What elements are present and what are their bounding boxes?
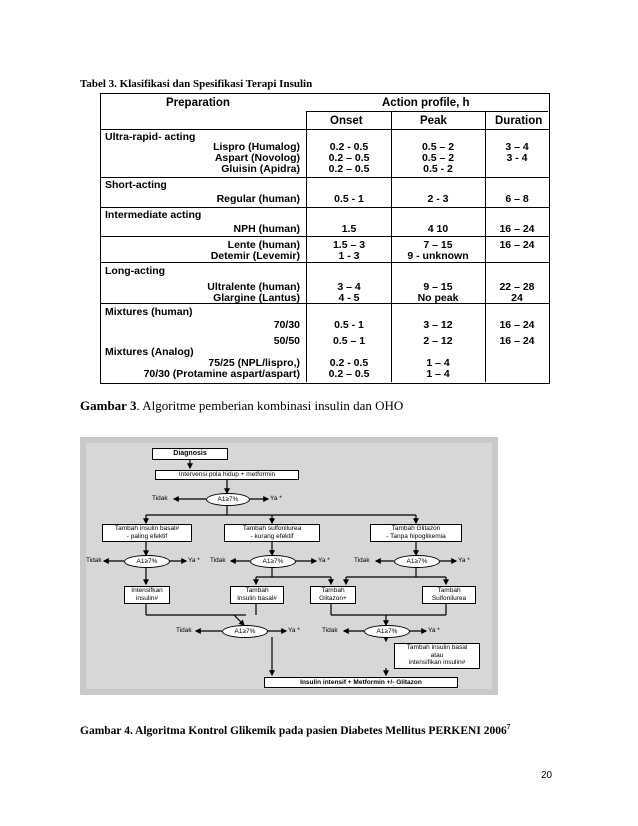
ya-label-2: Ya *: [188, 557, 200, 564]
header-action-profile: Action profile, h: [382, 97, 470, 109]
cell-prep: Gluisin (Apidra): [221, 163, 300, 175]
group-intermediate: Intermediate acting: [105, 209, 202, 221]
tambah-basal-atau-box: [394, 643, 480, 669]
tidak-label-4: Tidak: [354, 557, 370, 564]
final-box: Insulin intensif + Metformin +/- Glitazon: [264, 677, 458, 688]
cell-onset: 0.2 – 0.5: [328, 152, 370, 164]
cell-prep: Lente (human): [227, 239, 300, 251]
basal-line-2: - paling efektif: [126, 532, 168, 540]
cell-peak: 2 – 12: [423, 335, 453, 347]
glitazon-box: [370, 524, 462, 542]
cell-prep: Detemir (Levemir): [210, 250, 300, 262]
cell-onset: 0.5 – 1: [332, 335, 366, 347]
diagnosis-box: Diagnosis: [152, 448, 228, 460]
figure3-caption: [80, 398, 403, 414]
tambah-sulfo-line-2: Sulfonilurea: [431, 594, 467, 602]
cell-onset: 0.2 - 0.5: [329, 141, 369, 153]
cell-onset: 4 - 5: [338, 292, 360, 304]
sulfo-line-1: Tambah sulfonilurea: [242, 525, 302, 532]
cell-duration: 24: [511, 292, 523, 304]
figure3-label: Gambar 3: [80, 398, 137, 413]
sulfo-box: [224, 524, 320, 542]
cell-duration: 3 – 4: [505, 141, 529, 153]
cell-peak: 4 10: [427, 223, 449, 235]
tambah-glitazon-line-1: Tambah: [321, 587, 345, 594]
tambah-basal-atau-line-1: Tambah insulin basal: [406, 644, 468, 651]
ya-label-4: Ya *: [458, 557, 470, 564]
ya-label-6: Ya *: [428, 627, 440, 634]
cell-peak: 9 – 15: [423, 281, 453, 293]
group-mix-human: Mixtures (human): [105, 306, 193, 318]
intensifkan-line-1: Intensifkan: [131, 587, 163, 594]
table-title: Tabel 3. Klasifikasi dan Spesifikasi Terapi Insulin: [80, 78, 313, 90]
a1c-decision-4: A1≥7%: [394, 555, 440, 568]
page-number: 20: [541, 770, 553, 781]
tidak-label-5: Tidak: [176, 627, 192, 634]
cell-prep: 75/25 (NPL/lispro,): [208, 357, 300, 369]
cell-peak: 0.5 - 2: [423, 163, 453, 175]
ya-label-3: Ya *: [318, 557, 330, 564]
cell-onset: 0.5 - 1: [334, 319, 364, 331]
tambah-glitazon-line-2: Glitazon+: [319, 594, 347, 602]
tambah-basal-atau-line-3: intensifikan insulin#: [408, 659, 466, 666]
cell-peak: 7 – 15: [423, 239, 453, 251]
header-duration: Duration: [495, 115, 543, 127]
cell-peak: 1 – 4: [426, 368, 450, 380]
ya-label-5: Ya *: [288, 627, 300, 634]
cell-peak: 3 – 12: [423, 319, 453, 331]
a1c-decision-1: A1≥7%: [206, 493, 250, 506]
cell-onset: 1.5 – 3: [332, 239, 366, 251]
group-ultra-rapid: Ultra-rapid- acting: [105, 131, 196, 143]
cell-onset: 0.2 – 0.5: [328, 163, 370, 175]
cell-onset: 1 - 3: [338, 250, 360, 262]
tambah-glitazon-box: [310, 586, 356, 604]
cell-prep: 70/30: [273, 319, 300, 331]
flowchart-canvas: [86, 443, 492, 689]
cell-peak: 2 - 3: [427, 193, 449, 205]
cell-prep: Regular (human): [216, 193, 300, 205]
tidak-label-3: Tidak: [210, 557, 226, 564]
a1c-decision-6: A1≥7%: [364, 625, 410, 638]
header-peak: Peak: [420, 115, 447, 127]
intensifkan-line-2: insulin#: [135, 594, 159, 602]
tambah-basal-line-1: Tambah: [245, 587, 269, 594]
cell-duration: 16 – 24: [499, 223, 535, 235]
cell-peak: 9 - unknown: [407, 250, 469, 262]
cell-duration: 16 – 24: [499, 335, 535, 347]
cell-duration: 6 – 8: [505, 193, 529, 205]
glitazon-line-1: Tambah Glitazon: [391, 525, 441, 532]
cell-prep: 70/30 (Protamine aspart/aspart): [143, 368, 300, 380]
sulfo-line-2: - kurang efektif: [250, 532, 294, 540]
tambah-basal-line-2: Insulin basal#: [237, 594, 277, 602]
cell-peak: 1 – 4: [426, 357, 450, 369]
cell-peak: 0.5 – 2: [421, 141, 455, 153]
header-preparation: Preparation: [166, 97, 230, 109]
intensifkan-box: [124, 586, 170, 604]
tidak-label-2: Tidak: [86, 557, 102, 564]
intervensi-box: Intervensi pola hidup + metformin: [155, 470, 299, 480]
header-onset: Onset: [330, 115, 363, 127]
cell-duration: 3 - 4: [506, 152, 528, 164]
cell-onset: 1.5: [341, 223, 357, 235]
tambah-sulfo-line-1: Tambah: [437, 587, 461, 594]
tambah-sulfo-box: [422, 586, 476, 604]
basal-line-1: Tambah insulin basal#: [114, 525, 180, 532]
cell-prep: 50/50: [273, 335, 300, 347]
cell-onset: 0.2 - 0.5: [329, 357, 369, 369]
figure4-superscript: 7: [506, 723, 511, 731]
tidak-label-6: Tidak: [322, 627, 338, 634]
cell-onset: 3 – 4: [337, 281, 361, 293]
cell-peak: 0.5 – 2: [421, 152, 455, 164]
ya-label-1: Ya *: [270, 495, 282, 502]
figure4-text: Gambar 4. Algoritma Kontrol Glikemik pada pasien Diabetes Mellitus PERKENI 2006: [80, 724, 507, 737]
cell-prep: Aspart (Novolog): [214, 152, 300, 164]
basal-box: [102, 524, 192, 542]
tambah-basal-box: [230, 586, 284, 604]
cell-duration: 22 – 28: [499, 281, 535, 293]
cell-duration: 16 – 24: [499, 239, 535, 251]
flowchart: [80, 437, 498, 695]
cell-peak: No peak: [417, 292, 459, 304]
group-short: Short-acting: [105, 179, 167, 191]
cell-onset: 0.2 – 0.5: [328, 368, 370, 380]
cell-prep: Glargine (Lantus): [213, 292, 300, 304]
glitazon-line-2: - Tanpa hipoglikemia: [386, 532, 446, 540]
figure3-text: . Algoritme pemberian kombinasi insulin dan OHO: [136, 398, 404, 413]
group-mix-analog: Mixtures (Analog): [105, 346, 194, 358]
cell-prep: Ultralente (human): [207, 281, 300, 293]
a1c-decision-2: A1≥7%: [124, 555, 170, 568]
tidak-label-1: Tidak: [152, 495, 168, 502]
cell-prep: NPH (human): [233, 223, 300, 235]
cell-prep: Lispro (Humalog): [213, 141, 300, 153]
cell-duration: 16 – 24: [499, 319, 535, 331]
a1c-decision-3: A1≥7%: [250, 555, 296, 568]
figure4-caption: [80, 723, 510, 737]
group-long: Long-acting: [105, 265, 166, 277]
tambah-basal-atau-line-2: atau: [430, 651, 444, 659]
a1c-decision-5: A1≥7%: [222, 625, 268, 638]
cell-onset: 0.5 - 1: [334, 193, 364, 205]
